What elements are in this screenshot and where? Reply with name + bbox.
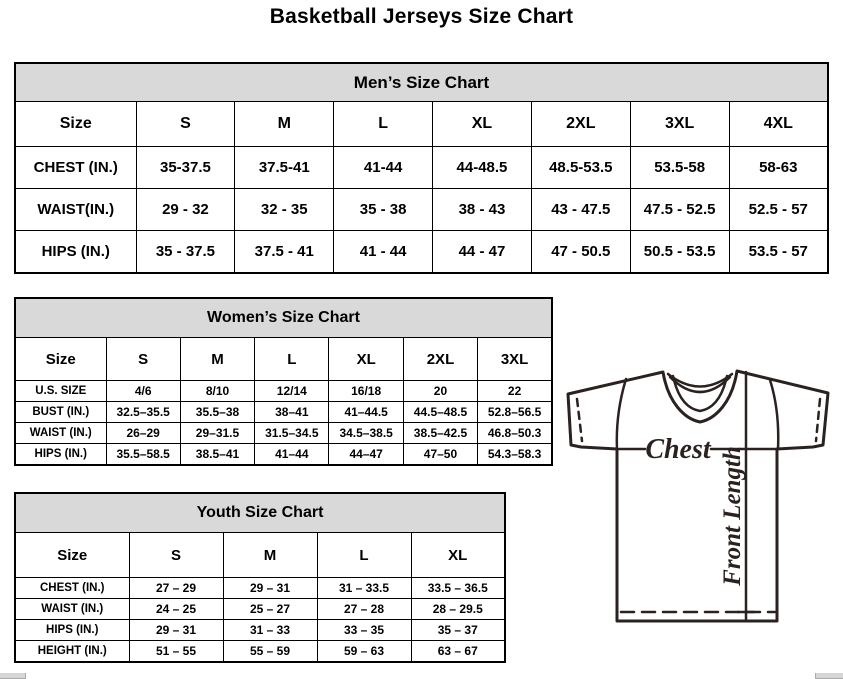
table-cell: 38 - 43 — [433, 189, 532, 231]
row-label: HIPS (IN.) — [15, 444, 106, 466]
table-cell: 46.8–50.3 — [478, 423, 552, 444]
table-cell: 12/14 — [255, 381, 329, 402]
column-header: L — [255, 338, 329, 381]
collar-rib-line — [670, 377, 730, 392]
table-cell: 35-37.5 — [136, 147, 235, 189]
jersey-measurement-diagram — [556, 362, 843, 630]
row-label: CHEST (IN.) — [15, 578, 129, 599]
table-cell: 22 — [478, 381, 552, 402]
table-cell: 33.5 – 36.5 — [411, 578, 505, 599]
table-cell: 63 – 67 — [411, 641, 505, 663]
table-cell: 55 – 59 — [223, 641, 317, 663]
table-cell: 31 – 33 — [223, 620, 317, 641]
table-cell: 48.5-53.5 — [531, 147, 630, 189]
chest-label: Chest — [645, 434, 711, 465]
table-cell: 32.5–35.5 — [106, 402, 180, 423]
column-header: Size — [15, 533, 129, 578]
table-cell: 35.5–58.5 — [106, 444, 180, 466]
column-header: 2XL — [531, 102, 630, 147]
table-row — [15, 147, 828, 189]
table-cell: 44 - 47 — [433, 231, 532, 274]
mens-size-table — [14, 62, 829, 274]
table-row — [15, 402, 552, 423]
table-cell: 20 — [403, 381, 477, 402]
table-cell: 50.5 - 53.5 — [630, 231, 729, 274]
column-header: 2XL — [403, 338, 477, 381]
table-cell: 24 – 25 — [129, 599, 223, 620]
row-label: HIPS (IN.) — [15, 231, 136, 274]
sleeve-seam-left — [617, 379, 626, 449]
sleeve-seam-right — [770, 380, 778, 449]
table-cell: 29 – 31 — [223, 578, 317, 599]
column-header: M — [235, 102, 334, 147]
table-cell: 41-44 — [334, 147, 433, 189]
table-cell: 29 - 32 — [136, 189, 235, 231]
table-cell: 59 – 63 — [317, 641, 411, 663]
table-cell: 16/18 — [329, 381, 403, 402]
table-cell: 35.5–38 — [180, 402, 254, 423]
horizontal-scrollbar-fragment-right[interactable] — [815, 673, 843, 679]
column-header: XL — [433, 102, 532, 147]
table-cell: 27 – 29 — [129, 578, 223, 599]
table-cell: 44-48.5 — [433, 147, 532, 189]
table-cell: 37.5 - 41 — [235, 231, 334, 274]
sleeve-stitch-right — [816, 399, 820, 441]
table-row — [15, 381, 552, 402]
column-header: 3XL — [478, 338, 552, 381]
jersey-outline — [568, 371, 828, 621]
sleeve-stitch-left — [577, 399, 582, 441]
row-label: WAIST(IN.) — [15, 189, 136, 231]
table-cell: 53.5 - 57 — [729, 231, 828, 274]
womens-size-table — [14, 297, 553, 466]
page-title: Basketball Jerseys Size Chart — [269, 5, 574, 28]
horizontal-scrollbar-fragment-left[interactable] — [0, 673, 26, 679]
table-row — [15, 231, 828, 274]
table-cell: 8/10 — [180, 381, 254, 402]
table-cell: 41–44.5 — [329, 402, 403, 423]
table-cell: 4/6 — [106, 381, 180, 402]
table-cell: 38.5–41 — [180, 444, 254, 466]
column-header: XL — [329, 338, 403, 381]
mens-table-title: Men’s Size Chart — [15, 63, 828, 102]
row-label: HIPS (IN.) — [15, 620, 129, 641]
row-label: U.S. SIZE — [15, 381, 106, 402]
table-cell: 31 – 33.5 — [317, 578, 411, 599]
column-header: S — [136, 102, 235, 147]
column-header: XL — [411, 533, 505, 578]
table-cell: 29 – 31 — [129, 620, 223, 641]
womens-table-title: Women’s Size Chart — [15, 298, 552, 338]
table-cell: 35 - 38 — [334, 189, 433, 231]
column-header: S — [106, 338, 180, 381]
table-cell: 38–41 — [255, 402, 329, 423]
column-header: 3XL — [630, 102, 729, 147]
table-cell: 43 - 47.5 — [531, 189, 630, 231]
table-cell: 32 - 35 — [235, 189, 334, 231]
table-row — [15, 641, 505, 663]
table-cell: 44.5–48.5 — [403, 402, 477, 423]
table-cell: 54.3–58.3 — [478, 444, 552, 466]
table-cell: 41–44 — [255, 444, 329, 466]
table-row — [15, 620, 505, 641]
table-row — [15, 599, 505, 620]
table-row — [15, 189, 828, 231]
table-cell: 34.5–38.5 — [329, 423, 403, 444]
column-header: 4XL — [729, 102, 828, 147]
table-cell: 37.5-41 — [235, 147, 334, 189]
column-header: M — [223, 533, 317, 578]
table-cell: 25 – 27 — [223, 599, 317, 620]
table-cell: 44–47 — [329, 444, 403, 466]
table-cell: 53.5-58 — [630, 147, 729, 189]
row-label: WAIST (IN.) — [15, 423, 106, 444]
table-cell: 35 – 37 — [411, 620, 505, 641]
column-header: L — [317, 533, 411, 578]
table-cell: 35 - 37.5 — [136, 231, 235, 274]
table-cell: 29–31.5 — [180, 423, 254, 444]
row-label: CHEST (IN.) — [15, 147, 136, 189]
youth-table-title: Youth Size Chart — [15, 493, 505, 533]
table-cell: 47.5 - 52.5 — [630, 189, 729, 231]
table-row — [15, 444, 552, 466]
column-header: M — [180, 338, 254, 381]
table-cell: 38.5–42.5 — [403, 423, 477, 444]
table-cell: 47 - 50.5 — [531, 231, 630, 274]
table-row — [15, 578, 505, 599]
table-cell: 41 - 44 — [334, 231, 433, 274]
table-cell: 31.5–34.5 — [255, 423, 329, 444]
table-cell: 33 – 35 — [317, 620, 411, 641]
table-cell: 47–50 — [403, 444, 477, 466]
table-cell: 27 – 28 — [317, 599, 411, 620]
table-cell: 52.5 - 57 — [729, 189, 828, 231]
column-header: Size — [15, 102, 136, 147]
table-cell: 26–29 — [106, 423, 180, 444]
table-cell: 52.8–56.5 — [478, 402, 552, 423]
table-cell: 58-63 — [729, 147, 828, 189]
row-label: HEIGHT (IN.) — [15, 641, 129, 663]
table-cell: 28 – 29.5 — [411, 599, 505, 620]
row-label: BUST (IN.) — [15, 402, 106, 423]
column-header: S — [129, 533, 223, 578]
column-header: L — [334, 102, 433, 147]
front-length-label: Front Length — [719, 446, 746, 586]
column-header: Size — [15, 338, 106, 381]
table-row — [15, 423, 552, 444]
table-cell: 51 – 55 — [129, 641, 223, 663]
youth-size-table — [14, 492, 506, 663]
row-label: WAIST (IN.) — [15, 599, 129, 620]
